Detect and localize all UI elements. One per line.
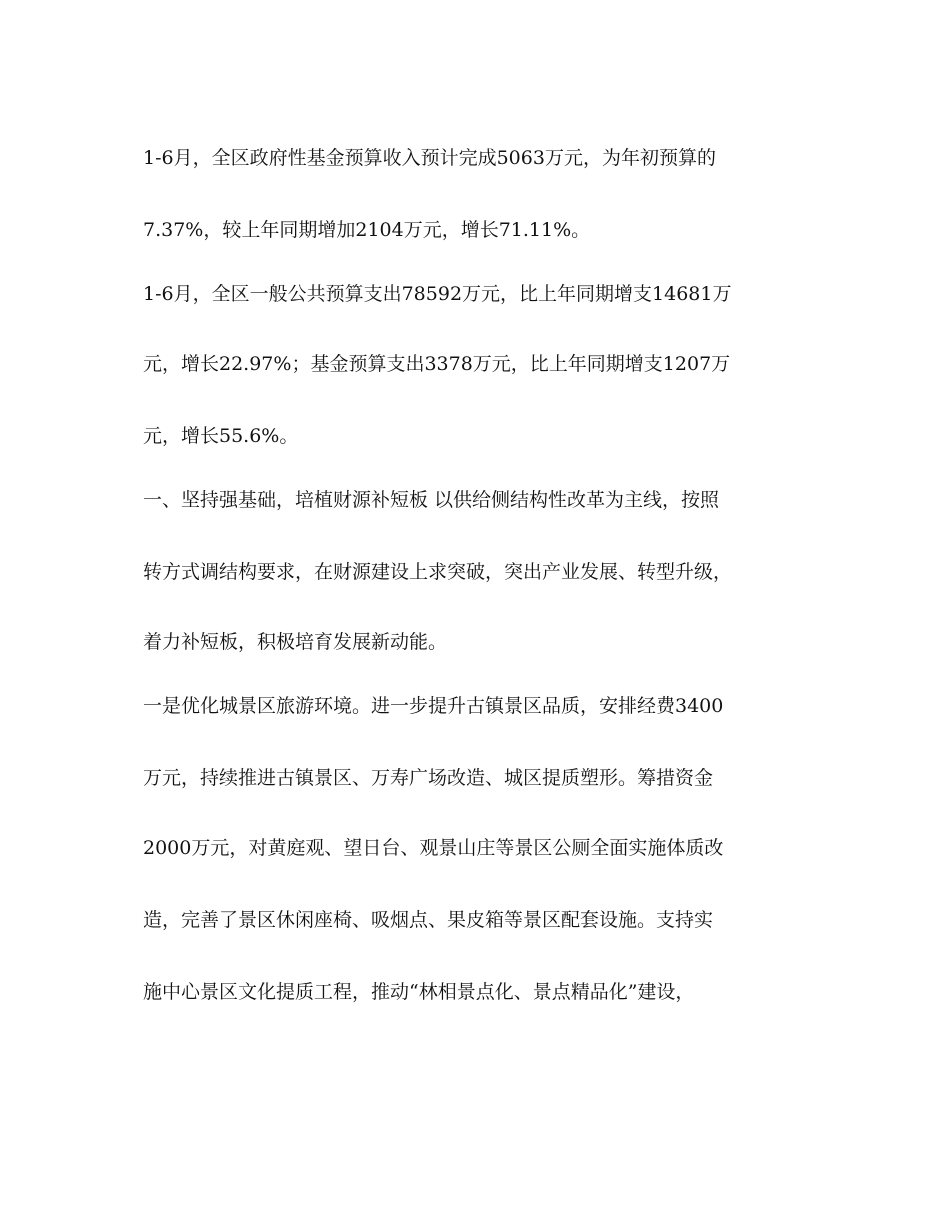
paragraph-line: 1-6月，全区一般公共预算支出78592万元，比上年同期增支14681万 bbox=[143, 283, 732, 305]
paragraph-line: 7.37%，较上年同期增加2104万元，增长71.11%。 bbox=[143, 219, 591, 241]
paragraph-line: 元，增长55.6%。 bbox=[143, 425, 299, 447]
paragraph-line: 着力补短板，积极培育发展新动能。 bbox=[143, 631, 448, 653]
paragraph-line: 1-6月，全区政府性基金预算收入预计完成5063万元，为年初预算的 bbox=[143, 147, 716, 169]
paragraph-line: 施中心景区文化提质工程，推动“林相景点化、景点精品化”建设， bbox=[143, 981, 695, 1003]
paragraph-line: 转方式调结构要求，在财源建设上求突破，突出产业发展、转型升级， bbox=[143, 561, 733, 583]
paragraph-line: 万元，持续推进古镇景区、万寿广场改造、城区提质塑形。筹措资金 bbox=[143, 767, 714, 789]
paragraph-line: 一是优化城景区旅游环境。进一步提升古镇景区品质，安排经费3400 bbox=[143, 695, 724, 717]
paragraph-line: 2000万元，对黄庭观、望日台、观景山庄等景区公厕全面实施体质改 bbox=[143, 837, 724, 859]
paragraph-line: 元，增长22.97%；基金预算支出3378万元，比上年同期增支1207万 bbox=[143, 353, 731, 375]
section-heading-line: 一、坚持强基础，培植财源补短板 以供给侧结构性改革为主线，按照 bbox=[143, 489, 720, 511]
paragraph-line: 造，完善了景区休闲座椅、吸烟点、果皮箱等景区配套设施。支持实 bbox=[143, 909, 714, 931]
